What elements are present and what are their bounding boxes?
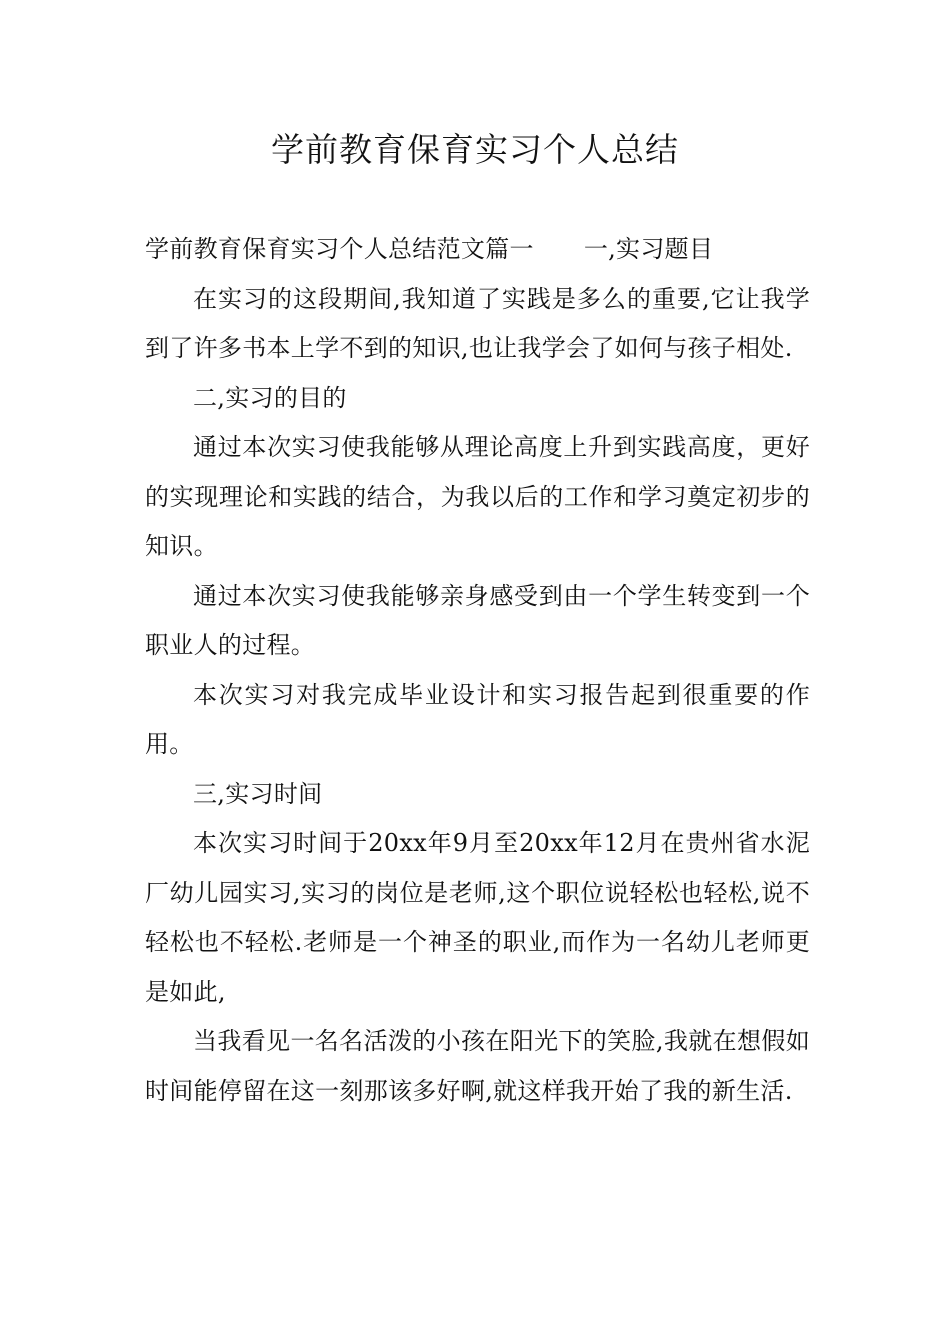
paragraph-4: 本次实习对我完成毕业设计和实习报告起到很重要的作用。: [145, 680, 810, 758]
subsection-heading-2: 二,实习的目的: [193, 383, 347, 412]
document-body: [145, 225, 810, 1116]
document-title: 学前教育保育实习个人总结: [271, 130, 679, 169]
paragraph-5: 本次实习时间于20xx年9月至20xx年12月在贵州省水泥厂幼儿园实习,实习的岗位是老师,这个职位说轻松也轻松,说不轻松也不轻松.老师是一个神圣的职业,而作为一名幼儿老师更是如此,: [145, 829, 810, 1006]
paragraph-2: 通过本次实习使我能够从理论高度上升到实践高度，更好的实现理论和实践的结合，为我以后的工作和学习奠定初步的知识。: [145, 433, 810, 560]
paragraph-6: 当我看见一名名活泼的小孩在阳光下的笑脸,我就在想假如时间能停留在这一刻那该多好啊,就这样我开始了我的新生活.: [145, 1027, 810, 1105]
first-line: [145, 225, 810, 275]
subsection-heading-1: 一,实习题目: [583, 235, 714, 263]
paragraph-3: 通过本次实习使我能够亲身感受到由一个学生转变到一个职业人的过程。: [145, 581, 810, 659]
subsection-heading-3: 三,实习时间: [193, 779, 323, 808]
section-heading-text: 学前教育保育实习个人总结范文篇一: [145, 235, 534, 263]
paragraph-1: 在实习的这段期间,我知道了实践是多么的重要,它让我学到了许多书本上学不到的知识,也让我学会了如何与孩子相处.: [145, 284, 810, 362]
